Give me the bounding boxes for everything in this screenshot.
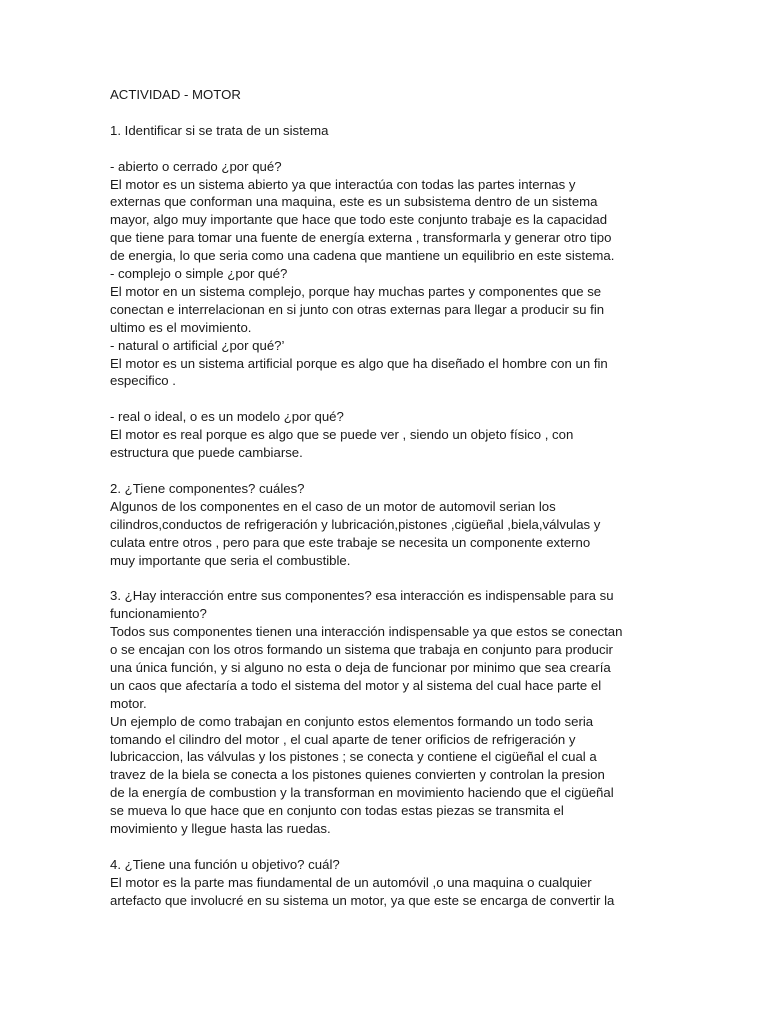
text-line: tomando el cilindro del motor , el cual aparte de tener orificios de refrigeración y <box>110 731 576 747</box>
paragraph-block <box>110 856 658 910</box>
text-line: 4. ¿Tiene una función u objetivo? cuál? <box>110 856 340 872</box>
paragraph-block <box>110 480 658 570</box>
text-line: movimiento y llegue hasta las ruedas. <box>110 821 331 837</box>
text-line: motor. <box>110 695 147 711</box>
text-line: que tiene para tomar una fuente de energía externa , transformarla y generar otro tipo <box>110 230 612 246</box>
paragraph-gap <box>110 104 658 122</box>
text-line: de la energía de combustion y la transforman en movimiento haciendo que el cigüeñal <box>110 785 614 801</box>
text-line: un caos que afectaría a todo el sistema del motor y al sistema del cual hace parte el <box>110 677 602 693</box>
text-line: El motor en un sistema complejo, porque hay muchas partes y componentes que se <box>110 283 602 299</box>
text-line: mayor, algo muy importante que hace que todo este conjunto trabaje es la capacidad <box>110 212 608 228</box>
text-line: estructura que puede cambiarse. <box>110 445 303 461</box>
paragraph-gap <box>110 569 658 587</box>
text-line: - natural o artificial ¿por qué?’ <box>110 337 285 353</box>
text-line: funcionamiento? <box>110 606 207 622</box>
paragraph-block <box>110 122 658 140</box>
text-line: 3. ¿Hay interacción entre sus componentes? esa interacción es indispensable para su <box>110 588 614 604</box>
paragraph-block <box>110 587 658 838</box>
document-blocks <box>110 104 658 910</box>
text-line: Un ejemplo de como trabajan en conjunto estos elementos formando un todo seria <box>110 713 594 729</box>
text-line: culata entre otros , pero para que este trabaje se necesita un componente externo <box>110 534 591 550</box>
text-line: - complejo o simple ¿por qué? <box>110 266 288 282</box>
paragraph-block <box>110 158 658 391</box>
text-line: artefacto que involucré en su sistema un motor, ya que este se encarga de convertir la <box>110 892 615 908</box>
text-line: El motor es la parte mas fiundamental de un automóvil ,o una maquina o cualquier <box>110 874 592 890</box>
document-title: ACTIVIDAD - MOTOR <box>110 87 241 102</box>
text-line: travez de la biela se conecta a los pistones quienes convierten y controlan la presion <box>110 767 605 783</box>
text-line: se mueva lo que hace que en conjunto con todas estas piezas se transmita el <box>110 803 564 819</box>
paragraph-gap <box>110 462 658 480</box>
text-line: cilindros,conductos de refrigeración y lubricación,pistones ,cigüeñal ,biela,válvulas y <box>110 516 601 532</box>
text-line: - real o ideal, o es un modelo ¿por qué? <box>110 409 344 425</box>
text-line: una única función, y si alguno no esta o deja de funcionar por minimo que sea crearía <box>110 659 611 675</box>
text-line: - abierto o cerrado ¿por qué? <box>110 158 282 174</box>
text-line: 2. ¿Tiene componentes? cuáles? <box>110 480 305 496</box>
text-line: 1. Identificar si se trata de un sistema <box>110 122 329 138</box>
paragraph-block <box>110 408 658 462</box>
text-line: conectan e interrelacionan en si junto con otras externas para llegar a producir su fin <box>110 301 605 317</box>
text-line: El motor es un sistema abierto ya que interactúa con todas las partes internas y <box>110 176 576 192</box>
text-line: Algunos de los componentes en el caso de un motor de automovil serian los <box>110 498 556 514</box>
document-body <box>110 86 658 910</box>
text-line: ultimo es el movimiento. <box>110 319 252 335</box>
text-line: lubricaccion, las válvulas y los pistones ; se conecta y contiene el cigüeñal el cual a <box>110 749 597 765</box>
paragraph-gap <box>110 140 658 158</box>
text-line: de energia, lo que seria como una cadena que mantiene un equilibrio en este sistema. <box>110 248 615 264</box>
paragraph-gap <box>110 390 658 408</box>
paragraph-gap <box>110 838 658 856</box>
text-line: o se encajan con los otros formando un sistema que trabaja en conjunto para producir <box>110 642 613 658</box>
text-line: especifico . <box>110 373 176 389</box>
text-line: externas que conforman una maquina, este es un subsistema dentro de un sistema <box>110 194 598 210</box>
text-line: muy importante que seria el combustible. <box>110 552 351 568</box>
text-line: Todos sus componentes tienen una interacción indispensable ya que estos se conectan <box>110 624 623 640</box>
text-line: El motor es un sistema artificial porque es algo que ha diseñado el hombre con un fin <box>110 355 608 371</box>
text-line: El motor es real porque es algo que se puede ver , siendo un objeto físico , con <box>110 427 574 443</box>
